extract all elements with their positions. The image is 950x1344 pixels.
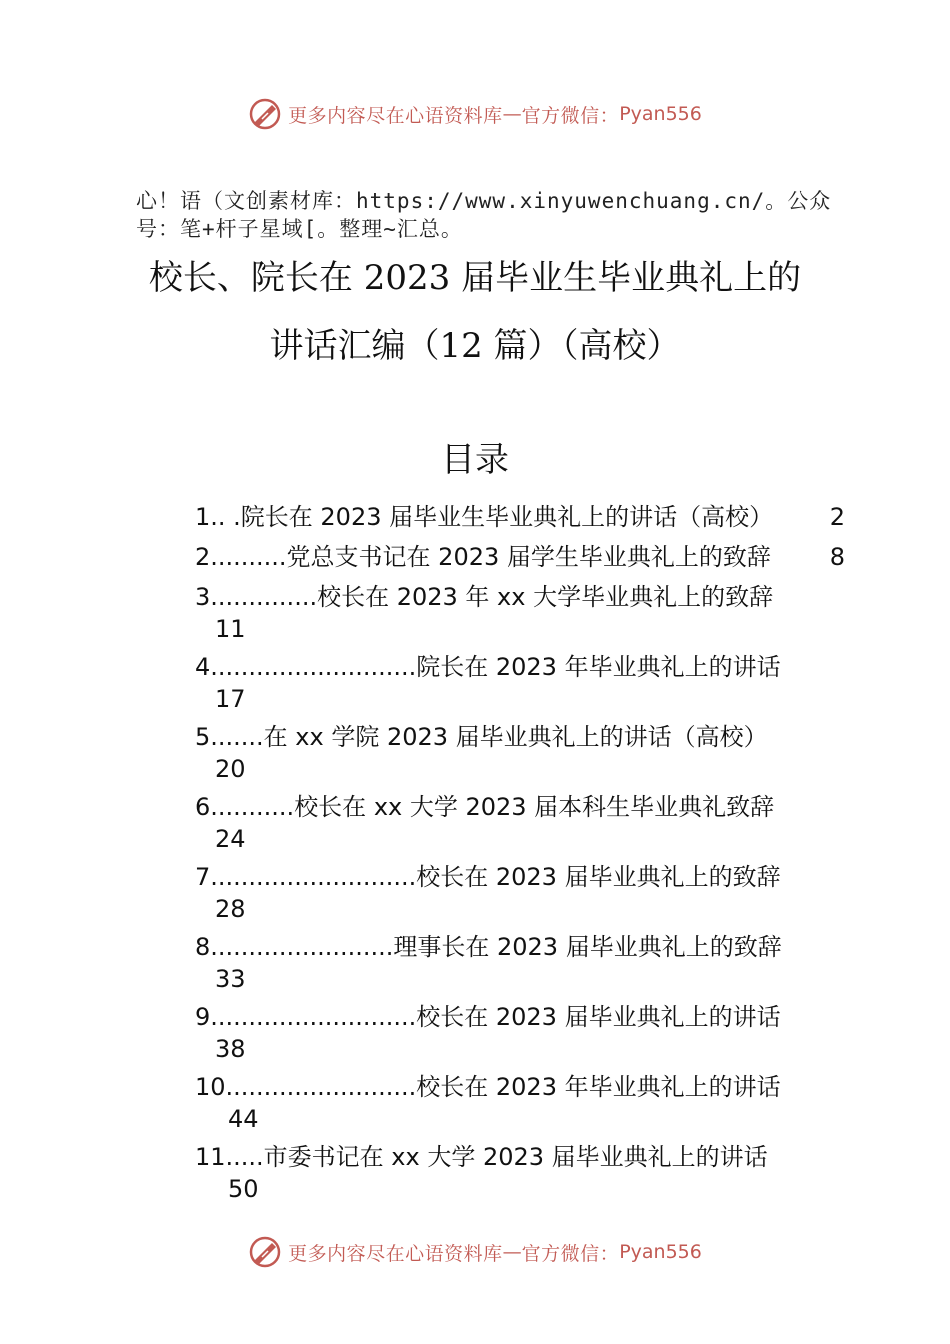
toc-entry-title: 9...........................校长在 2023 届毕业典礼上的讲话 — [195, 1003, 781, 1031]
toc-entry-9[interactable] — [195, 1000, 845, 1070]
banner-wechat-label: 官方微信： — [521, 104, 620, 127]
toc-entry-title: 11.....市委书记在 xx 大学 2023 届毕业典礼上的讲话 — [195, 1143, 768, 1171]
banner-wechat-label: 官方微信： — [521, 1242, 620, 1265]
toc-entry-8[interactable] — [195, 930, 845, 1000]
toc-entry-page: 44 — [228, 1105, 259, 1133]
pen-logo-icon — [248, 1235, 282, 1269]
toc-entry-6[interactable] — [195, 790, 845, 860]
toc-entry-title: 5.......在 xx 学院 2023 届毕业典礼上的讲话（高校） — [195, 723, 768, 751]
toc-entry-page: 2 — [829, 503, 845, 531]
document-title-line-1: 校长、院长在 2023 届毕业生毕业典礼上的 — [148, 258, 802, 298]
toc-entry-7[interactable] — [195, 860, 845, 930]
toc-entry-title: 4...........................院长在 2023 年毕业典礼上的讲话 — [195, 653, 781, 681]
toc-entry-page: 33 — [215, 965, 246, 993]
toc-entry-page: 28 — [215, 895, 246, 923]
toc-entry-title: 3..............校长在 2023 年 xx 大学毕业典礼上的致辞 — [195, 583, 774, 611]
toc-entry-title: 6...........校长在 xx 大学 2023 届本科生毕业典礼致辞 — [195, 793, 775, 821]
toc-entry-title: 10.........................校长在 2023 年毕业典礼上的讲话 — [195, 1073, 781, 1101]
toc-entry-1[interactable] — [195, 500, 845, 540]
toc-entry-page: 8 — [829, 543, 845, 571]
banner-wechat-id: Pyan556 — [619, 103, 702, 125]
toc-entry-page: 11 — [215, 615, 246, 643]
toc-entry-11[interactable] — [195, 1140, 845, 1210]
document-title-line-2: 讲话汇编（12 篇）（高校） — [269, 326, 681, 366]
toc-entry-title: 2..........党总支书记在 2023 届学生毕业典礼上的致辞 — [195, 543, 771, 571]
toc-entry-page: 38 — [215, 1035, 246, 1063]
table-of-contents — [195, 500, 845, 1210]
toc-entry-4[interactable] — [195, 650, 845, 720]
banner-text: 更多内容尽在心语资料库 — [288, 104, 503, 127]
banner-text: 更多内容尽在心语资料库 — [288, 1242, 503, 1265]
toc-entry-title: 1.. .院长在 2023 届毕业生毕业典礼上的讲话（高校） — [195, 503, 774, 531]
banner-separator: — — [502, 103, 522, 125]
banner-wechat-id: Pyan556 — [619, 1241, 702, 1263]
pen-logo-icon — [248, 97, 282, 131]
toc-entry-3[interactable] — [195, 580, 845, 650]
toc-entry-title: 7...........................校长在 2023 届毕业典礼上的致辞 — [195, 863, 781, 891]
toc-entry-5[interactable] — [195, 720, 845, 790]
toc-heading: 目录 — [441, 440, 509, 480]
toc-entry-page: 24 — [215, 825, 246, 853]
toc-entry-2[interactable] — [195, 540, 845, 580]
toc-entry-title: 8........................理事长在 2023 届毕业典礼上的致辞 — [195, 933, 782, 961]
toc-entry-page: 17 — [215, 685, 246, 713]
source-note: 心！语（文创素材库：https://www.xinyuwenchuang.cn/。公众号：笔+杆子星域[。整理~汇总。 — [136, 189, 832, 241]
toc-entry-10[interactable] — [195, 1070, 845, 1140]
toc-entry-page: 50 — [228, 1175, 259, 1203]
header-banner — [0, 94, 950, 134]
banner-separator: — — [502, 1241, 522, 1263]
footer-banner — [0, 1232, 950, 1272]
toc-entry-page: 20 — [215, 755, 246, 783]
